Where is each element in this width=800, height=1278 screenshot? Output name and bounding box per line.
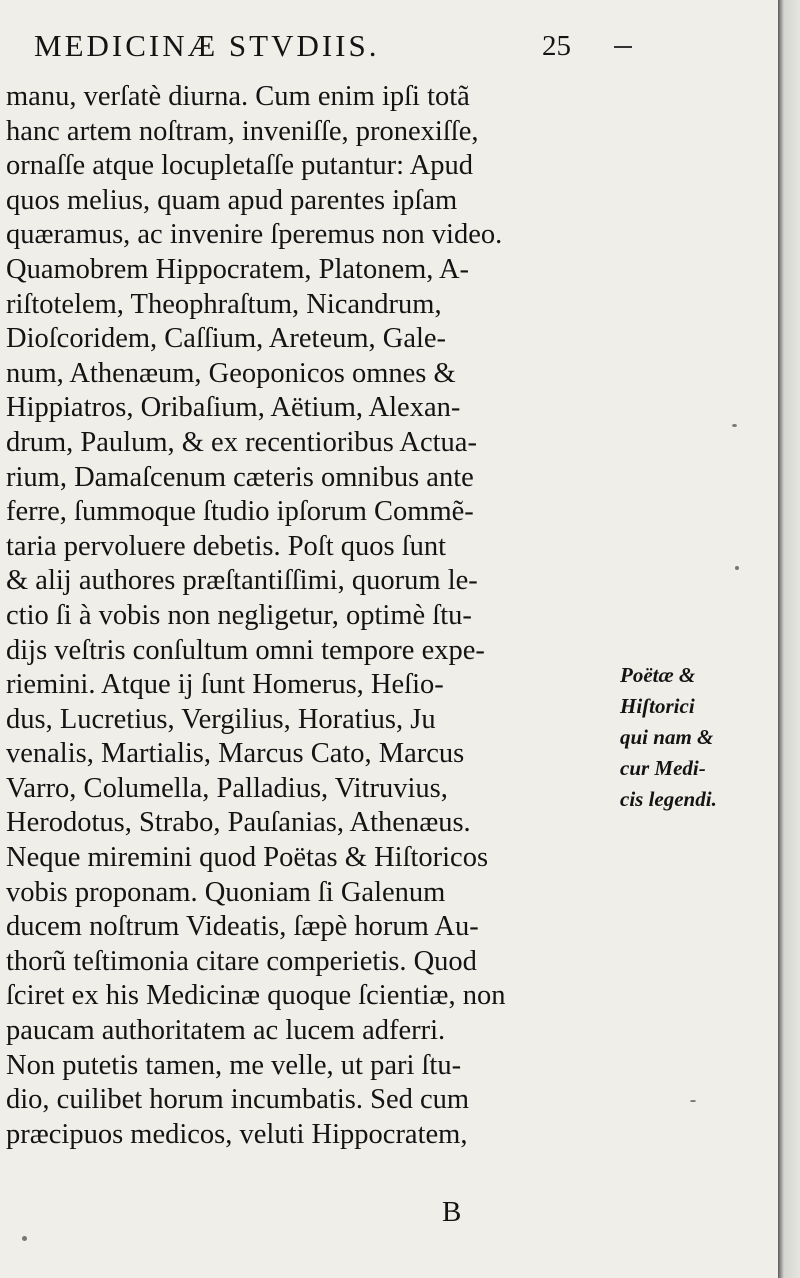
- text-line: Herodotus, Strabo, Pauſanias, Athenæus.: [6, 807, 471, 839]
- running-head: MEDICINÆ STVDIIS.: [34, 28, 380, 63]
- text-line: præcipuos medicos, veluti Hippocratem,: [6, 1118, 468, 1150]
- text-line: dio, cuilibet horum incumbatis. Sed cum: [6, 1084, 470, 1116]
- body-text: [6, 80, 616, 1152]
- text-line: riemini. Atque ij ſunt Homerus, Heſio-: [6, 669, 444, 701]
- page-gutter: [778, 0, 800, 1278]
- page-number: 25: [542, 30, 571, 62]
- paper-speck: [22, 1236, 27, 1241]
- text-line: ferre, ſummoque ſtudio ipſorum Commẽ-: [6, 496, 474, 528]
- marginal-note-line: Poëtæ &: [620, 663, 696, 687]
- text-line: Varro, Columella, Palladius, Vitruvius,: [6, 772, 448, 804]
- text-line: dus, Lucretius, Vergilius, Horatius, Ju: [6, 703, 436, 735]
- text-line: quæramus, ac invenire ſperemus non video.: [6, 219, 503, 251]
- text-line: dijs veſtris conſultum omni tempore expe-: [6, 634, 485, 666]
- text-line: riſtotelem, Theophraſtum, Nicandrum,: [6, 288, 442, 320]
- text-line: Quamobrem Hippocratem, Platonem, A-: [6, 253, 470, 285]
- marginal-note-line: qui nam &: [620, 725, 714, 749]
- text-line: quos melius, quam apud parentes ipſam: [6, 184, 458, 216]
- marginal-note-line: cur Medi-: [620, 756, 706, 780]
- text-line: vobis proponam. Quoniam ſi Galenum: [6, 876, 446, 908]
- text-line: rium, Damaſcenum cæteris omnibus ante: [6, 461, 474, 493]
- text-line: paucam authoritatem ac lucem adferri.: [6, 1015, 446, 1047]
- text-line: manu, verſatè diurna. Cum enim ipſi totã: [6, 81, 470, 112]
- text-line: thorũ teſtimonia citare comperietis. Quod: [6, 945, 477, 977]
- text-line: ornaſſe atque locupletaſſe putantur: Apud: [6, 150, 473, 182]
- text-line: drum, Paulum, & ex recentioribus Actua-: [6, 426, 477, 458]
- text-line: venalis, Martialis, Marcus Cato, Marcus: [6, 738, 465, 770]
- text-line: hanc artem noſtram, inveniſſe, pronexiſſe,: [6, 115, 479, 147]
- text-line: ctio ſi à vobis non negligetur, optimè ſtu-: [6, 599, 472, 631]
- page-header: [34, 28, 614, 68]
- text-line: & alij authores præſtantiſſimi, quorum le-: [6, 565, 478, 597]
- marginal-note: [620, 660, 770, 815]
- text-line: num, Athenæum, Geoponicos omnes &: [6, 357, 456, 389]
- text-line: taria pervoluere debetis. Poſt quos ſunt: [6, 530, 447, 562]
- text-line: Dioſcoridem, Caſſium, Areteum, Gale-: [6, 323, 447, 355]
- signature-mark: B: [442, 1196, 462, 1228]
- text-line: Hippiatros, Oribaſium, Aëtium, Alexan-: [6, 392, 461, 424]
- text-line: ducem noſtrum Videatis, ſæpè horum Au-: [6, 911, 479, 943]
- marginal-note-line: cis legendi.: [620, 787, 717, 811]
- text-line: Neque miremini quod Poëtas & Hiſtoricos: [6, 842, 489, 874]
- paper-speck: [732, 424, 737, 427]
- text-line: ſciret ex his Medicinæ quoque ſcientiæ, non: [6, 980, 506, 1012]
- header-dash: [614, 46, 632, 48]
- marginal-note-line: Hiſtorici: [620, 694, 695, 718]
- paper-speck: [690, 1100, 696, 1102]
- text-line: Non putetis tamen, me velle, ut pari ſtu-: [6, 1049, 462, 1081]
- paper-speck: [735, 566, 739, 570]
